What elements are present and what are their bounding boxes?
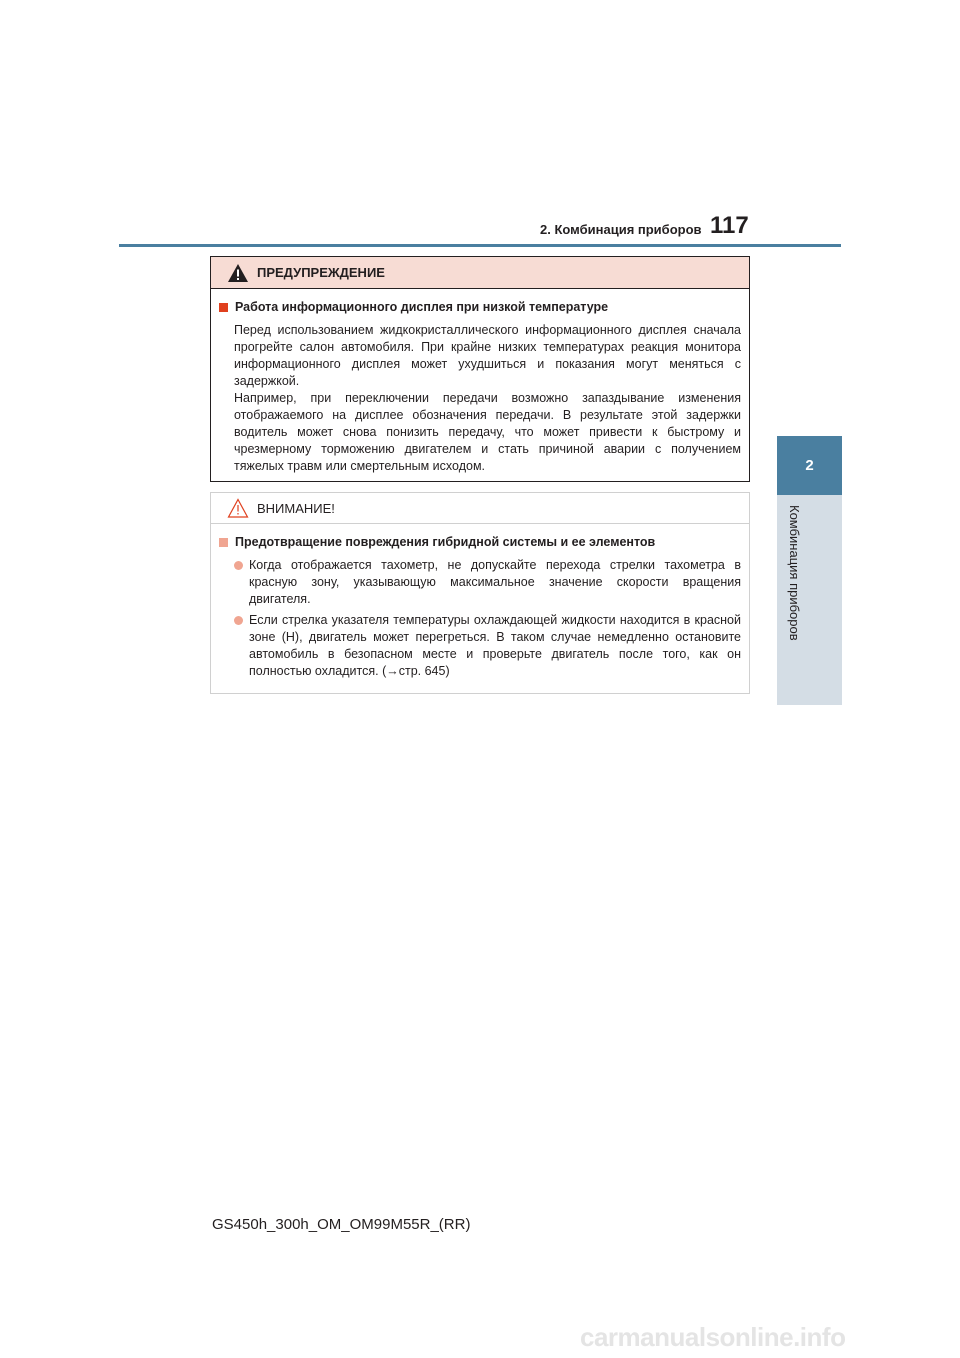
warning-title: ПРЕДУПРЕЖДЕНИЕ [257, 265, 385, 280]
caution-triangle-icon [227, 498, 249, 518]
caution-bullet-1-text: Когда отображается тахометр, не допускайте перехода стрелки тахометра в красную зону, указывающую максимальное значение скорости вращения двигателя. [249, 558, 741, 606]
square-bullet-icon [219, 538, 228, 547]
page-number: 117 [710, 212, 749, 239]
caution-subheading-text: Предотвращение повреждения гибридной системы и ее элементов [235, 535, 656, 549]
square-bullet-icon [219, 303, 228, 312]
bullet-dot-icon [234, 616, 243, 625]
watermark: carmanualsonline.info [580, 1322, 846, 1352]
warning-triangle-icon [227, 263, 249, 283]
chapter-tab-number: 2 [777, 436, 842, 495]
caution-bullet-2-text: Если стрелка указателя температуры охлаждающей жидкости находится в красной зоне (H), двигатель может перегреться. В таком случае немедленно остановите автомобиль в безопасном месте и проверьте двигатель после того, как он полностью охладится. (→стр. 645) [249, 613, 741, 678]
caution-subheading [219, 534, 741, 551]
warning-subheading [219, 299, 741, 316]
document-code: GS450h_300h_OM_OM99M55R_(RR) [212, 1216, 471, 1233]
header-rule [119, 244, 841, 247]
bullet-dot-icon [234, 561, 243, 570]
warning-box [210, 256, 750, 482]
caution-bullet-1 [234, 557, 741, 608]
warning-subheading-text: Работа информационного дисплея при низкой температуре [235, 300, 609, 314]
caution-box [210, 492, 750, 694]
caution-header [211, 493, 749, 524]
warning-header [211, 257, 749, 289]
chapter-tab-label: Комбинация приборов [787, 505, 802, 641]
section-title: 2. Комбинация приборов [540, 222, 702, 237]
caution-bullet-2 [234, 612, 741, 680]
caution-title: ВНИМАНИЕ! [257, 500, 335, 516]
warning-paragraph-2: Например, при переключении передачи возможно запаздывание изменения отображаемого на дисплее обозначения передачи. В результате этой задержки водитель может снова понизить передачу, что может привести к быстрому и чрезмерному торможению двигателем и стать причиной аварии с получением тяжелых травм или смертельным исходом. [234, 391, 741, 473]
warning-paragraph-1: Перед использованием жидкокристаллического информационного дисплея сначала прогрейте салон автомобиля. При крайне низких температурах реакция монитора информационного дисплея может ухудшиться и показания могут меняться с задержкой. [234, 323, 741, 388]
